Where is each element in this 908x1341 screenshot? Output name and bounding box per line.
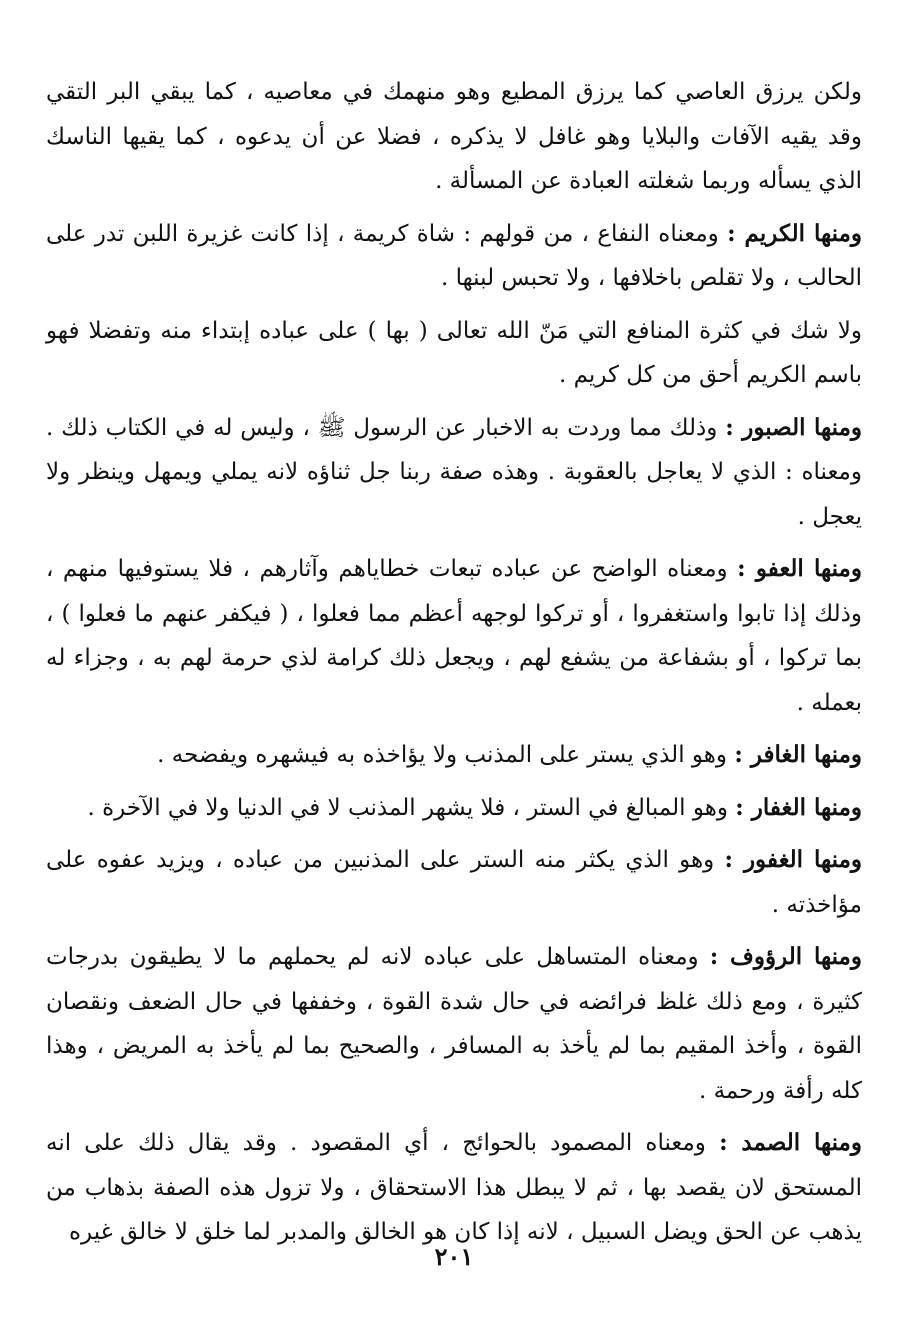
- paragraph-1: [46, 70, 862, 204]
- paragraph-text: وهو المبالغ في الستر ، فلا يشهر المذنب لا في الدنيا ولا في الآخرة .: [87, 794, 736, 821]
- paragraph-text: ومعناه المصمود بالحوائج ، أي المقصود . وقد يقال ذلك على انه المستحق لان يقصد بها ، ثم لا يبطل هذا الاستحقاق ، ولا تزول هذه الصفة بذهاب من يذهب عن الحق ويضل السبيل ، لانه إذا كان هو الخالق والمدبر لما خلق لا خالق غيره: [46, 1130, 862, 1245]
- paragraph-al-karim: [46, 212, 862, 301]
- paragraph-text: ومعناه المتساهل على عباده لانه لم يحملهم ما لا يطيقون بدرجات كثيرة ، ومع ذلك غلظ فرائضه في حال شدة القوة ، وخففها في حال الضعف ونقصان القوة ، وأخذ المقيم بما لم يأخذ به المسافر ، والصحيح بما لم يأخذ به المريض ، وهذا كله رأفة ورحمة .: [46, 944, 862, 1104]
- paragraph-al-samad: [46, 1121, 862, 1255]
- paragraph-text: وذلك مما وردت به الاخبار عن الرسول ﷺ ، وليس له في الكتاب ذلك . ومعناه : الذي لا يعاجل بالعقوبة . وهذه صفة ربنا جل ثناؤه لانه يملي ويمهل وينظر ولا يعجل .: [46, 414, 862, 530]
- paragraph-al-ghafur: [46, 838, 862, 927]
- paragraph-term: ومنها الغافر :: [734, 741, 862, 768]
- paragraph-al-rauf: [46, 935, 862, 1113]
- paragraph-text: ولا شك في كثرة المنافع التي مَنّ الله تعالى ( بها ) على عباده إبتداء منه وتفضلا فهو باسم الكريم أحق من كل كريم .: [46, 317, 862, 388]
- paragraph-text: وهو الذي يستر على المذنب ولا يؤاخذه به فيشهره ويفضحه .: [157, 742, 735, 768]
- paragraph-3: [46, 309, 862, 398]
- paragraph-text: ومعناه النفاع ، من قولهم : شاة كريمة ، إذا كانت غزيرة اللبن تدر على الحالب ، ولا تقلص باخلافها ، ولا تحبس لبنها .: [46, 220, 862, 291]
- paragraph-term: ومنها الغفور :: [724, 846, 862, 873]
- paragraph-term: ومنها العفو :: [737, 555, 862, 582]
- paragraph-term: ومنها الكريم :: [727, 219, 863, 247]
- paragraph-al-afuw: [46, 547, 862, 725]
- paragraph-al-sabur: [46, 406, 862, 540]
- paragraph-term: ومنها الرؤوف :: [709, 943, 862, 970]
- paragraph-text: وهو الذي يكثر منه الستر على المذنبين من عباده ، ويزيد عفوه على مؤاخذته .: [46, 847, 862, 918]
- paragraph-text: ومعناه الواضح عن عباده تبعات خطاياهم وآثارهم ، فلا يستوفيها منهم ، وذلك إذا تابوا واستغفروا ، أو تركوا لوجهه أعظم مما فعلوا ، ( فيكفر عنهم ما فعلوا ) ، بما تركوا ، أو بشفاعة من يشفع لهم ، ويجعل ذلك كرامة لذي حرمة لهم به ، وجزاء له بعمله .: [46, 556, 862, 716]
- paragraph-al-ghaffar: [46, 786, 862, 831]
- paragraph-term: ومنها الصبور :: [725, 413, 862, 441]
- paragraph-text: ولكن يرزق العاصي كما يرزق المطيع وهو منهمك في معاصيه ، كما يبقي البر التقي وقد يقيه الآفات والبلايا وهو غافل لا يذكره ، فضلا عن أن يدعوه ، كما يقيها الناسك الذي يسأله وربما شغلته العبادة عن المسألة .: [46, 79, 862, 194]
- page-body: [46, 70, 862, 1255]
- page-number: ٢٠١: [434, 1242, 474, 1271]
- paragraph-term: ومنها الصمد :: [719, 1129, 862, 1156]
- paragraph-term: ومنها الغفار :: [735, 793, 862, 821]
- paragraph-al-ghafir: [46, 733, 862, 778]
